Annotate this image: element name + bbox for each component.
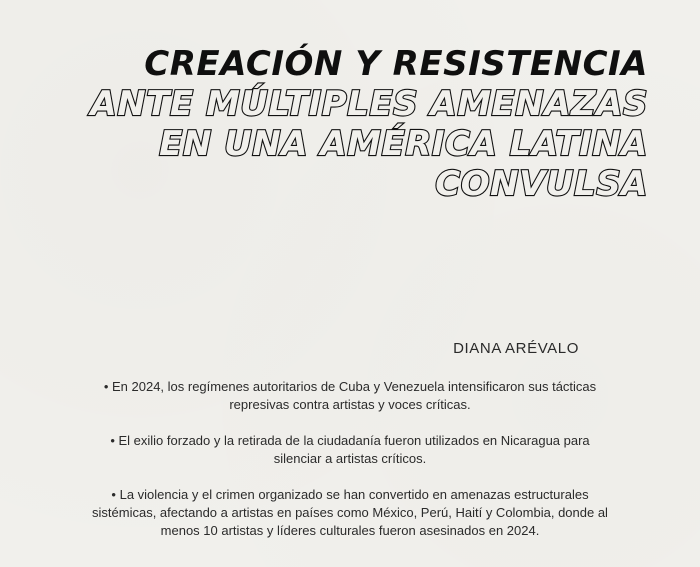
- bullet-text-line: sistémicas, afectando a artistas en países como México, Perú, Haití y Colombia, donde al: [92, 505, 608, 520]
- bullet-item: [80, 378, 620, 414]
- bullet-text-line: • En 2024, los regímenes autoritarios de Cuba y Venezuela intensificaron sus tácticas: [103, 379, 597, 394]
- title-line-4: CONVULSA: [435, 164, 648, 204]
- title-line-1: CREACIÓN Y RESISTENCIA: [144, 44, 648, 84]
- title-line-3: EN UNA AMÉRICA LATINA: [159, 124, 648, 164]
- article-title: [48, 44, 648, 204]
- summary-bullets: [80, 378, 620, 558]
- bullet-text-line: • La violencia y el crimen organizado se han convertido en amenazas estructurales: [111, 487, 589, 502]
- bullet-text-line: silenciar a artistas críticos.: [273, 451, 427, 466]
- bullet-text-line: menos 10 artistas y líderes culturales fueron asesinados en 2024.: [160, 523, 540, 538]
- bullet-text-line: represivas contra artistas y voces críticas.: [229, 397, 471, 412]
- author-name: DIANA ARÉVALO: [453, 340, 579, 357]
- bullet-text-line: • El exilio forzado y la retirada de la ciudadanía fueron utilizados en Nicaragua para: [110, 433, 590, 448]
- bullet-item: [80, 432, 620, 468]
- bullet-item: [80, 486, 620, 540]
- title-line-2: ANTE MÚLTIPLES AMENAZAS: [90, 84, 648, 124]
